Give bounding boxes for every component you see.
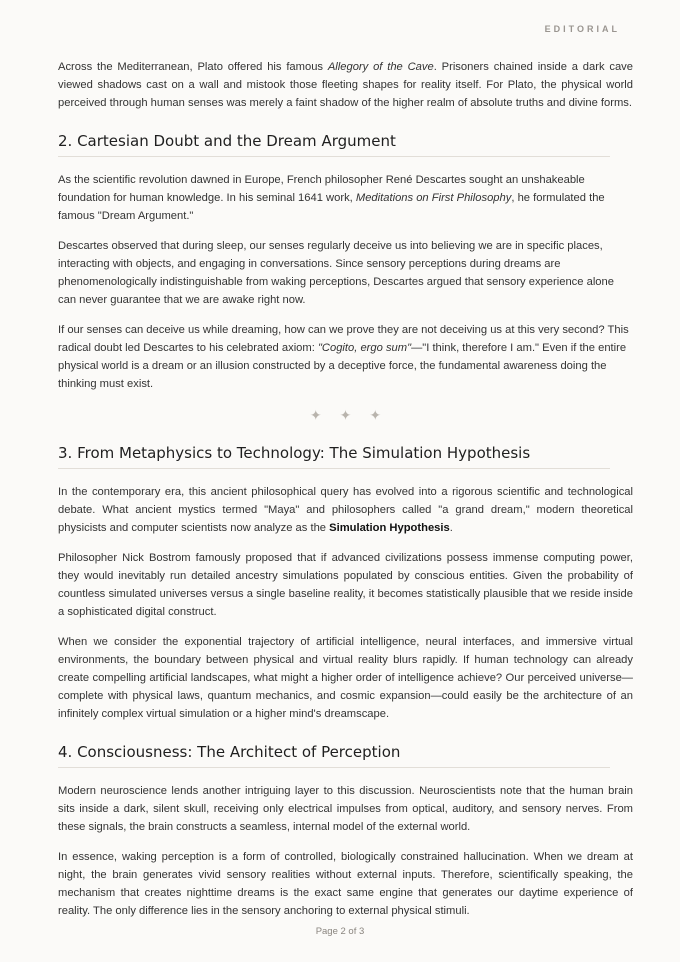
article-body <box>58 58 633 932</box>
text-run: In the contemporary era, this ancient philosophical query has evolved into a rigorous scientific and technological debate. What ancient mystics termed "Maya" and philosophers called "a grand dream," modern theoretical physicists and computer scientists now analyze as the <box>58 486 633 534</box>
paragraph <box>58 171 633 225</box>
text-run: As the scientific revolution dawned in Europe, French philosopher René Descartes sought an unshakeable foundation for human knowledge. In his seminal 1641 work, <box>58 174 585 204</box>
paragraph: Descartes observed that during sleep, our senses regularly deceive us into believing we are in specific places, interacting with objects, and engaging in conversations. Since sensory perceptions during dreams are phenomenologically indistinguishable from waking perceptions, Descartes argued that sensory experience alone can never guarantee that we are awake right now. <box>58 240 614 306</box>
page-number: Page 2 of 3 <box>315 926 365 937</box>
paragraph: Philosopher Nick Bostrom famously proposed that if advanced civilizations possess immense computing power, they would inevitably run detailed ancestry simulations populated by conscious entities. Given the probability of countless simulated universes versus a single baseline reality, it becomes statistically plausible that we reside inside a sophisticated digital construct. <box>58 552 633 618</box>
text-run: . Prisoners chained inside a dark cave viewed shadows cast on a wall and mistook those fleeting shapes for reality itself. For Plato, the physical world perceived through human senses was merely a faint shadow of the higher realm of absolute truths and divine forms. <box>58 61 633 109</box>
paragraph: Modern neuroscience lends another intriguing layer to this discussion. Neuroscientists note that the human brain sits inside a dark, silent skull, receiving only electrical impulses from optical, auditory, and sensory nerves. From these signals, the brain constructs a seamless, internal model of the external world. <box>58 785 633 833</box>
intro-paragraph <box>58 58 633 112</box>
text-run: —"I think, therefore I am." Even if the entire physical world is a dream or an illusion constructed by a deceptive force, the fundamental awareness doing the thinking must exist. <box>58 342 627 390</box>
bold-term: Simulation Hypothesis <box>329 522 450 534</box>
section-divider-ornament: ✦✦✦ <box>309 407 400 423</box>
paragraph <box>58 483 633 537</box>
emphasis-text: "Cogito, ergo sum" <box>317 342 412 354</box>
text-run: Across the Mediterranean, Plato offered his famous <box>58 61 328 73</box>
text-run: If our senses can deceive us while dreaming, how can we prove they are not deceiving us at this very second? This radical doubt led Descartes to his celebrated axiom: <box>58 324 629 354</box>
section-heading-2: 2. Cartesian Doubt and the Dream Argument <box>58 132 610 157</box>
section-heading-3: 3. From Metaphysics to Technology: The Simulation Hypothesis <box>58 444 610 469</box>
text-run: , he formulated the famous "Dream Argument." <box>58 192 605 222</box>
text-run: . <box>449 522 453 534</box>
emphasis-text: Meditations on First Philosophy <box>355 192 512 204</box>
section-heading-4: 4. Consciousness: The Architect of Perception <box>58 743 610 768</box>
paragraph: In essence, waking perception is a form of controlled, biologically constrained hallucination. When we dream at night, the brain generates vivid sensory realities without external inputs. Therefore, scientifically speaking, the mechanism that creates nighttime dreams is the exact same engine that generates our daytime experience of reality. The only difference lies in the sensory anchoring to external physical stimuli. <box>58 851 633 917</box>
running-head: EDITORIAL <box>544 24 620 34</box>
paragraph <box>58 321 633 393</box>
emphasis-text: Allegory of the Cave <box>327 61 434 73</box>
paragraph: When we consider the exponential trajectory of artificial intelligence, neural interfaces, and immersive virtual environments, the boundary between physical and virtual reality blurs rapidly. If human technology can already create compelling artificial landscapes, what might a higher order of intelligence achieve? Our perceived universe—complete with physical laws, quantum mechanics, and cosmic expansion—could easily be the architecture of an infinitely complex virtual simulation or a higher mind's dreamscape. <box>58 636 633 720</box>
